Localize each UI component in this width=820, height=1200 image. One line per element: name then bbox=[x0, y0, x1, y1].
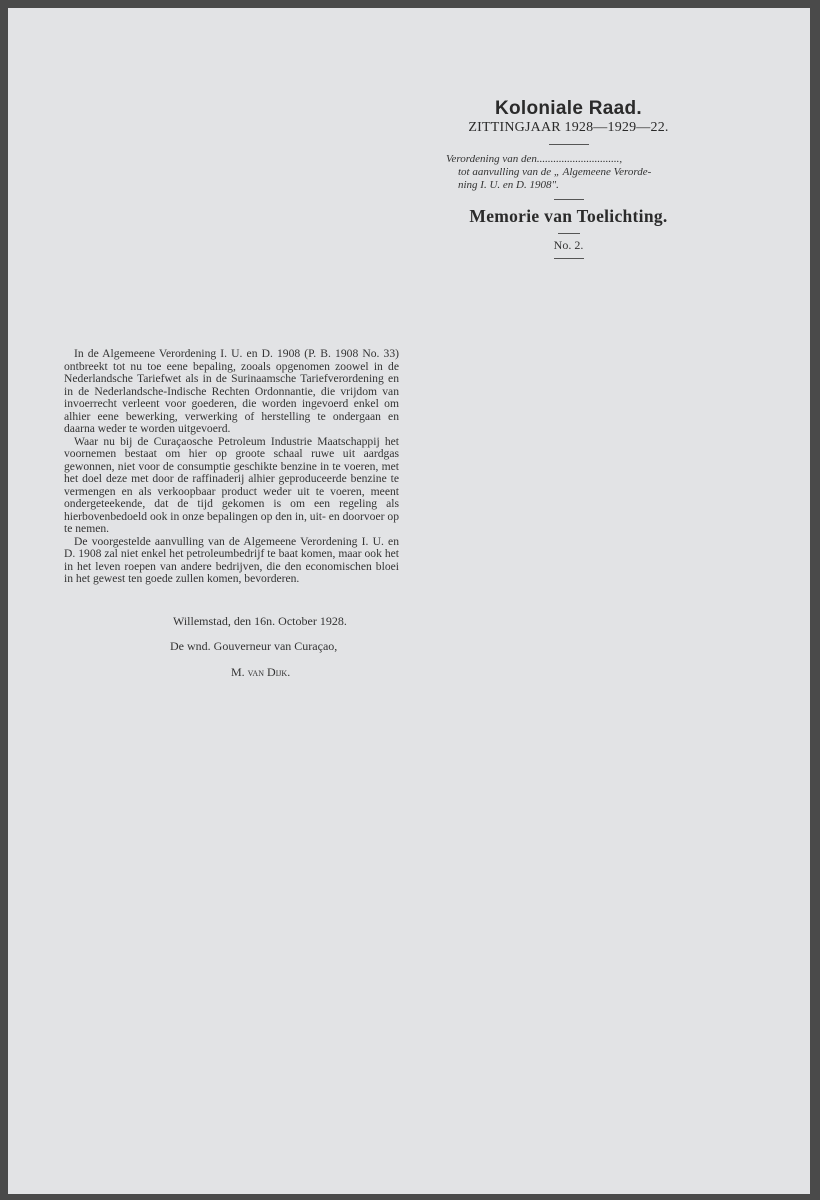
memorie-heading: Memorie van Toelichting. bbox=[469, 206, 668, 226]
paragraph: De voorgestelde aanvulling van de Algemeene Verordening I. U. en D. 1908 zal niet enkel het petroleumbedrijf te baat komen, maar ook het in het leven roepen van andere bedrijven, die den economischen bloei in het gewest ten goede zullen komen, bevorderen. bbox=[64, 534, 399, 585]
divider bbox=[549, 144, 589, 145]
council-title: Koloniale Raad. bbox=[494, 98, 643, 119]
ordinance-title bbox=[446, 153, 691, 192]
ordinance-line: Verordening van den.............................., bbox=[446, 153, 623, 165]
paragraph: In de Algemeene Verordening I. U. en D. 1908 (P. B. 1908 No. 33) ontbreekt tot nu toe eene bepaling, zooals opgenomen zoowel in de Nederlandsche Tariefwet als in de Surinaamsche Tariefverordening en in de Nederlandsche-Indische Rechten Ordonnantie, die vrijdom van invoerrecht verleent voor goederen, die worden ingevoerd enkel om alhier eene bewerking, verwerking of herstelling te ondergaan en daarna weder te worden uitgevoerd. bbox=[64, 347, 399, 435]
document-header bbox=[446, 98, 691, 259]
ordinance-line: ning I. U. en D. 1908". bbox=[458, 179, 559, 191]
divider bbox=[558, 233, 580, 234]
memorandum-body bbox=[64, 348, 399, 586]
paragraph: Waar nu bij de Curaçaosche Petroleum Industrie Maatschappij het voornemen bestaat om hier op groote schaal ruwe uit aardgas gewonnen, niet voor de consumptie geschikte benzine in te voeren, met het doel deze met door de raffinaderij alhier geproduceerde benzine te vermengen en als verkoopbaar product weder uit te voeren, meent ondergeteekende, dat de tijd gekomen is om een regeling als hierbovenbedoeld ook in onze bepalingen op den in, uit- en doorvoer op te nemen. bbox=[64, 434, 399, 535]
session-year: ZITTINGJAAR 1928—1929—22. bbox=[468, 120, 669, 135]
document-page bbox=[8, 8, 810, 1194]
divider bbox=[554, 199, 584, 200]
place-date: Willemstad, den 16n. October 1928. bbox=[173, 614, 347, 628]
document-number: No. 2. bbox=[553, 238, 584, 252]
signatory-name: M. van Dijk. bbox=[231, 665, 291, 679]
signatory-role: De wnd. Gouverneur van Curaçao, bbox=[170, 639, 338, 653]
ordinance-line: tot aanvulling van de „ Algemeene Verorde- bbox=[458, 166, 652, 178]
divider bbox=[554, 258, 584, 259]
